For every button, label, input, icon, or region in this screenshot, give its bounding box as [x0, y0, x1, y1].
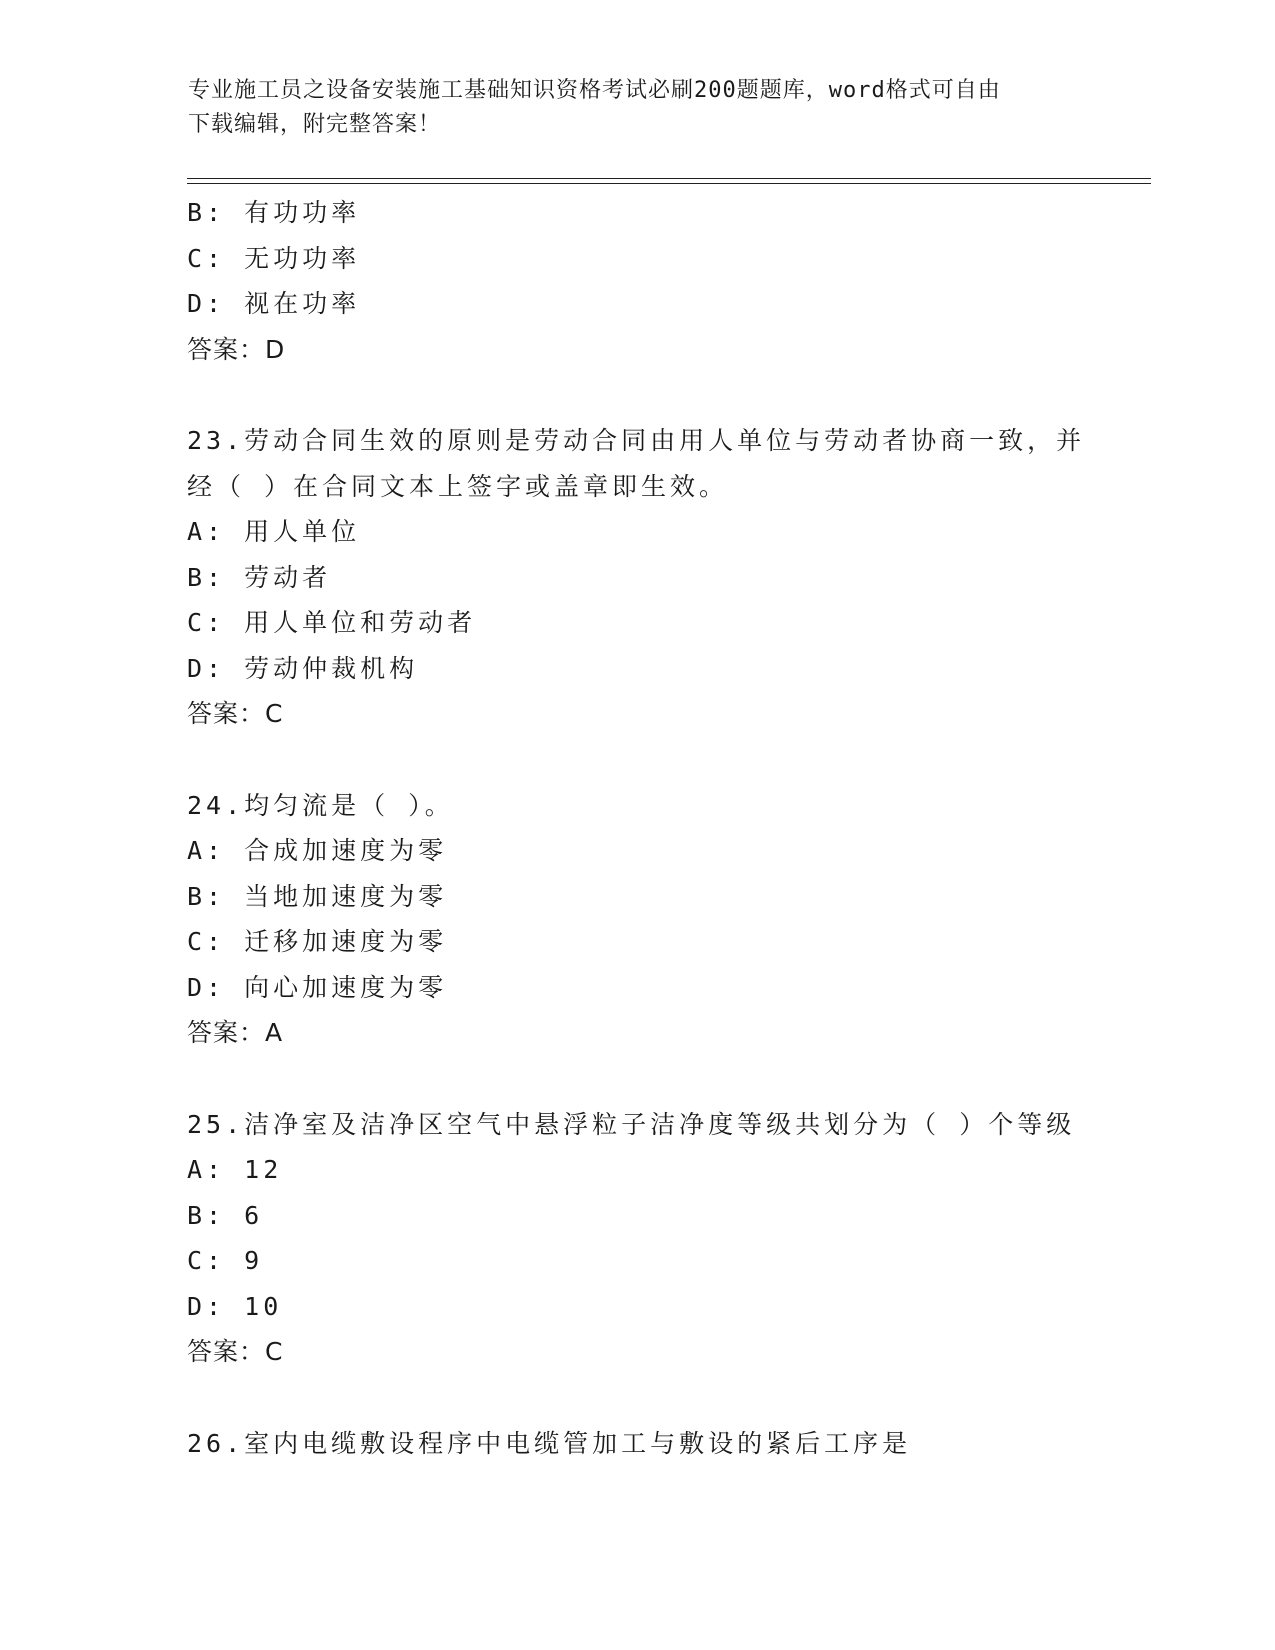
question-list	[187, 190, 1147, 1466]
question-23	[187, 418, 1147, 737]
header-divider-top	[187, 178, 1151, 179]
question-22-continued	[187, 190, 1147, 372]
option-d: D: 向心加速度为零	[187, 972, 448, 1002]
header-divider-bottom	[187, 183, 1151, 184]
option-a: A: 用人单位	[187, 517, 361, 546]
option-a: A: 12	[187, 1155, 283, 1184]
answer: 答案：D	[187, 334, 286, 364]
option-c: C: 9	[187, 1246, 264, 1275]
option-c: C: 迁移加速度为零	[187, 927, 448, 956]
question-25	[187, 1102, 1147, 1375]
question-stem: 23.劳动合同生效的原则是劳动合同由用人单位与劳动者协商一致，并	[187, 426, 1086, 455]
question-stem: 经（ ）在合同文本上签字或盖章即生效。	[187, 471, 729, 501]
option-b: B: 劳动者	[187, 562, 332, 592]
answer: 答案：A	[187, 1018, 284, 1047]
question-stem: 25.洁净室及洁净区空气中悬浮粒子洁净度等级共划分为（ ）个等级	[187, 1109, 1076, 1139]
header-line-2: 下载编辑，附完整答案！	[188, 112, 442, 137]
question-26	[187, 1421, 1147, 1467]
option-b: B: 6	[187, 1200, 264, 1230]
question-stem: 26.室内电缆敷设程序中电缆管加工与敷设的紧后工序是	[187, 1428, 912, 1458]
question-24	[187, 783, 1147, 1056]
option-c: C: 用人单位和劳动者	[187, 608, 477, 637]
option-b: B: 有功功率	[187, 198, 361, 227]
option-d: D: 劳动仲裁机构	[187, 653, 419, 683]
option-a: A: 合成加速度为零	[187, 836, 448, 865]
option-c: C: 无功功率	[187, 243, 361, 273]
question-stem: 24.均匀流是（ ）。	[187, 790, 454, 820]
option-d: D: 10	[187, 1291, 283, 1321]
answer: 答案：C	[187, 699, 284, 728]
answer: 答案：C	[187, 1337, 284, 1366]
option-d: D: 视在功率	[187, 289, 361, 318]
option-b: B: 当地加速度为零	[187, 881, 448, 911]
document-header	[188, 74, 1088, 142]
header-line-1: 专业施工员之设备安装施工基础知识资格考试必刷200题题库，word格式可自由	[188, 78, 1001, 103]
